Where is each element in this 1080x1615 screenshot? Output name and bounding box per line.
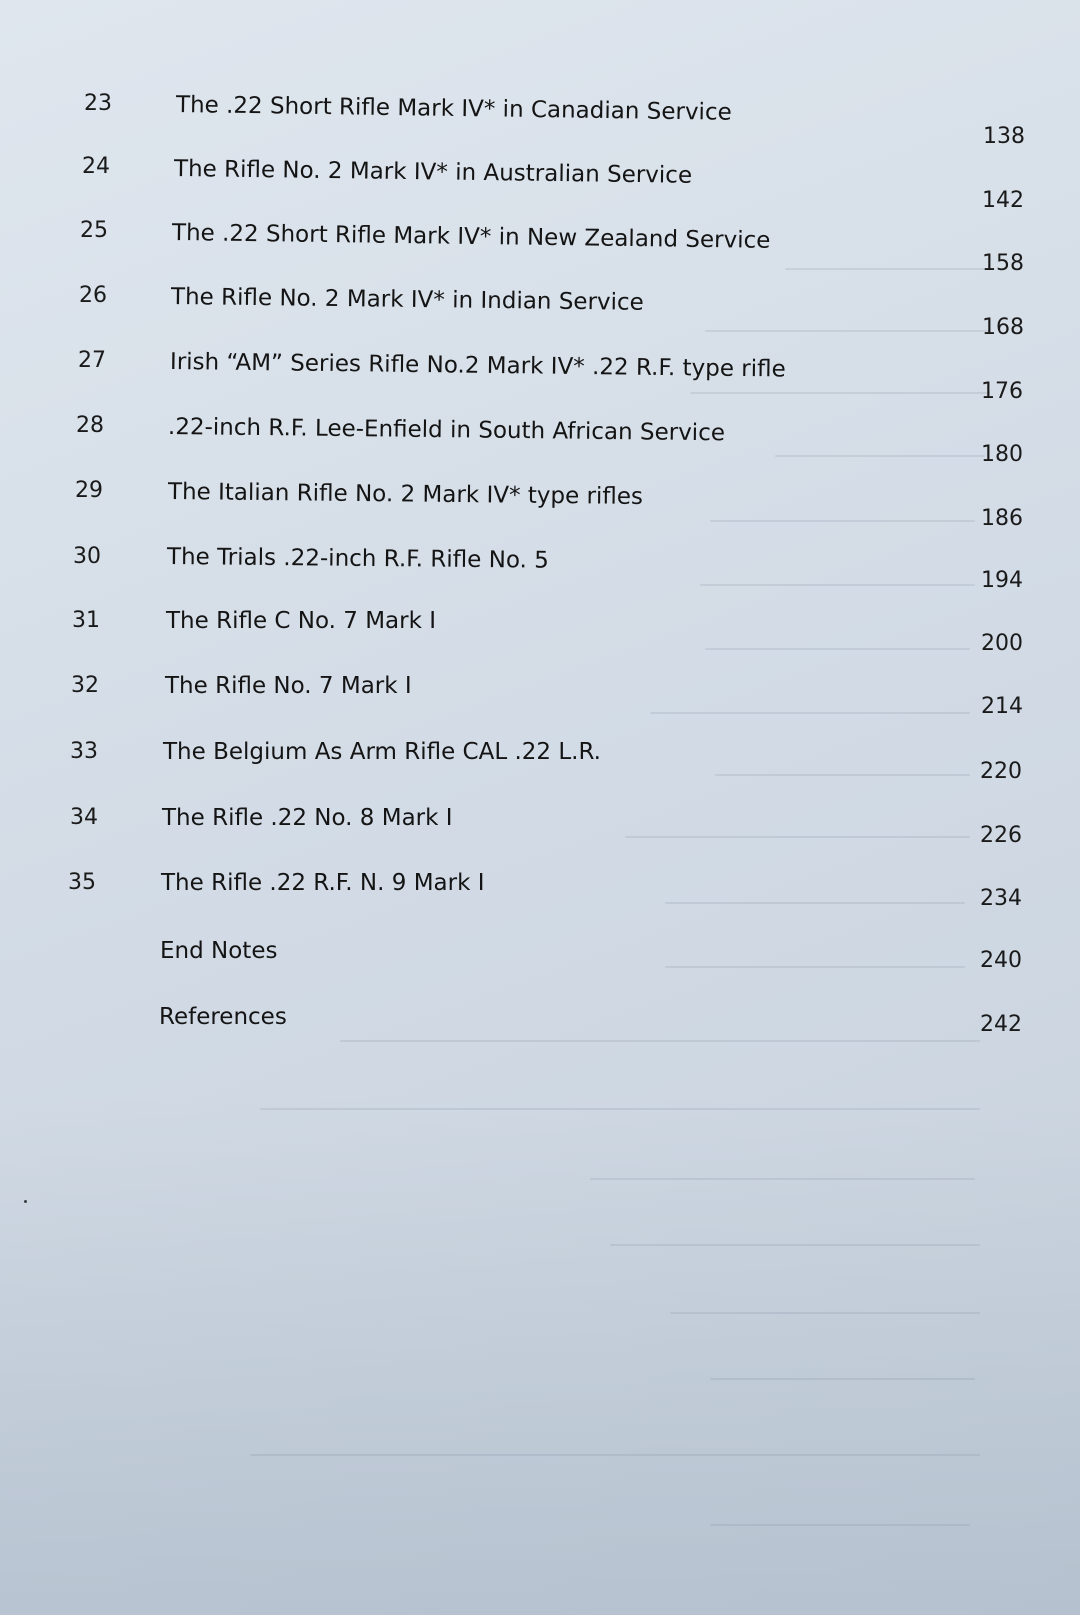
chapter-title: The Italian Rifle No. 2 Mark IV* type rifles xyxy=(167,479,644,510)
chapter-title: The Rifle No. 7 Mark I xyxy=(165,673,412,699)
toc-entry xyxy=(0,478,1080,531)
chapter-title: The Rifle .22 No. 8 Mark I xyxy=(162,805,453,831)
toc-entry xyxy=(0,218,1080,276)
chapter-number: 26 xyxy=(79,283,107,308)
chapter-title: References xyxy=(159,1004,287,1030)
chapter-number: 33 xyxy=(70,739,98,764)
chapter-number: 31 xyxy=(72,608,100,633)
chapter-title: The Rifle No. 2 Mark IV* in Indian Service xyxy=(170,284,644,316)
page-number: 240 xyxy=(980,948,1022,973)
chapter-title: The Rifle No. 2 Mark IV* in Australian Service xyxy=(173,156,693,189)
page-number: 168 xyxy=(982,315,1024,340)
page-number: 220 xyxy=(980,759,1022,784)
page-number: 194 xyxy=(981,568,1023,593)
toc-entry xyxy=(0,673,1080,723)
chapter-number: 29 xyxy=(75,478,103,503)
chapter-title: The Belgium As Arm Rifle CAL .22 L.R. xyxy=(163,739,601,765)
page-number: 158 xyxy=(982,251,1024,276)
toc-entry xyxy=(0,154,1080,213)
toc-entry xyxy=(0,544,1080,594)
page-number: 234 xyxy=(980,886,1022,911)
toc-entry xyxy=(0,283,1080,340)
chapter-number: 35 xyxy=(68,870,96,895)
toc-entry xyxy=(0,938,1080,988)
chapter-number: 25 xyxy=(80,218,108,243)
chapter-title: The Rifle C No. 7 Mark I xyxy=(166,608,437,634)
page-number: 214 xyxy=(981,694,1023,719)
chapter-title: The Rifle .22 R.F. N. 9 Mark I xyxy=(161,870,485,896)
chapter-number: 30 xyxy=(73,544,101,569)
speck-mark xyxy=(24,1200,27,1203)
page-number: 176 xyxy=(981,379,1023,404)
toc-entry xyxy=(0,348,1080,404)
chapter-title: .22-inch R.F. Lee-Enfield in South African Service xyxy=(167,414,726,447)
page-number: 138 xyxy=(983,124,1025,149)
chapter-title: Irish “AM” Series Rifle No.2 Mark IV* .22 R.F. type rifle xyxy=(169,349,786,383)
toc-entry xyxy=(0,870,1080,920)
chapter-title: The .22 Short Rifle Mark IV* in New Zealand Service xyxy=(171,220,771,254)
toc-entry xyxy=(0,608,1080,658)
chapter-number: 32 xyxy=(71,673,99,698)
chapter-number: 34 xyxy=(70,805,98,830)
page-number: 142 xyxy=(982,188,1024,213)
chapter-number: 24 xyxy=(82,154,110,179)
chapter-title: End Notes xyxy=(160,938,278,964)
toc-entry xyxy=(0,90,1080,149)
toc-entry xyxy=(0,1004,1080,1054)
chapter-number: 27 xyxy=(78,348,106,373)
chapter-number: 28 xyxy=(76,413,104,438)
page-number: 242 xyxy=(980,1012,1022,1037)
chapter-title: The Trials .22-inch R.F. Rifle No. 5 xyxy=(166,544,549,574)
toc-entry xyxy=(0,805,1080,855)
page-number: 226 xyxy=(980,823,1022,848)
toc-entry xyxy=(0,413,1080,467)
page-shadow xyxy=(0,1095,1080,1615)
chapter-title: The .22 Short Rifle Mark IV* in Canadian Service xyxy=(175,92,732,126)
page-number: 200 xyxy=(981,631,1023,656)
page-number: 186 xyxy=(981,506,1023,531)
toc-entry xyxy=(0,739,1080,789)
chapter-number: 23 xyxy=(84,91,112,116)
page-number: 180 xyxy=(981,442,1023,467)
